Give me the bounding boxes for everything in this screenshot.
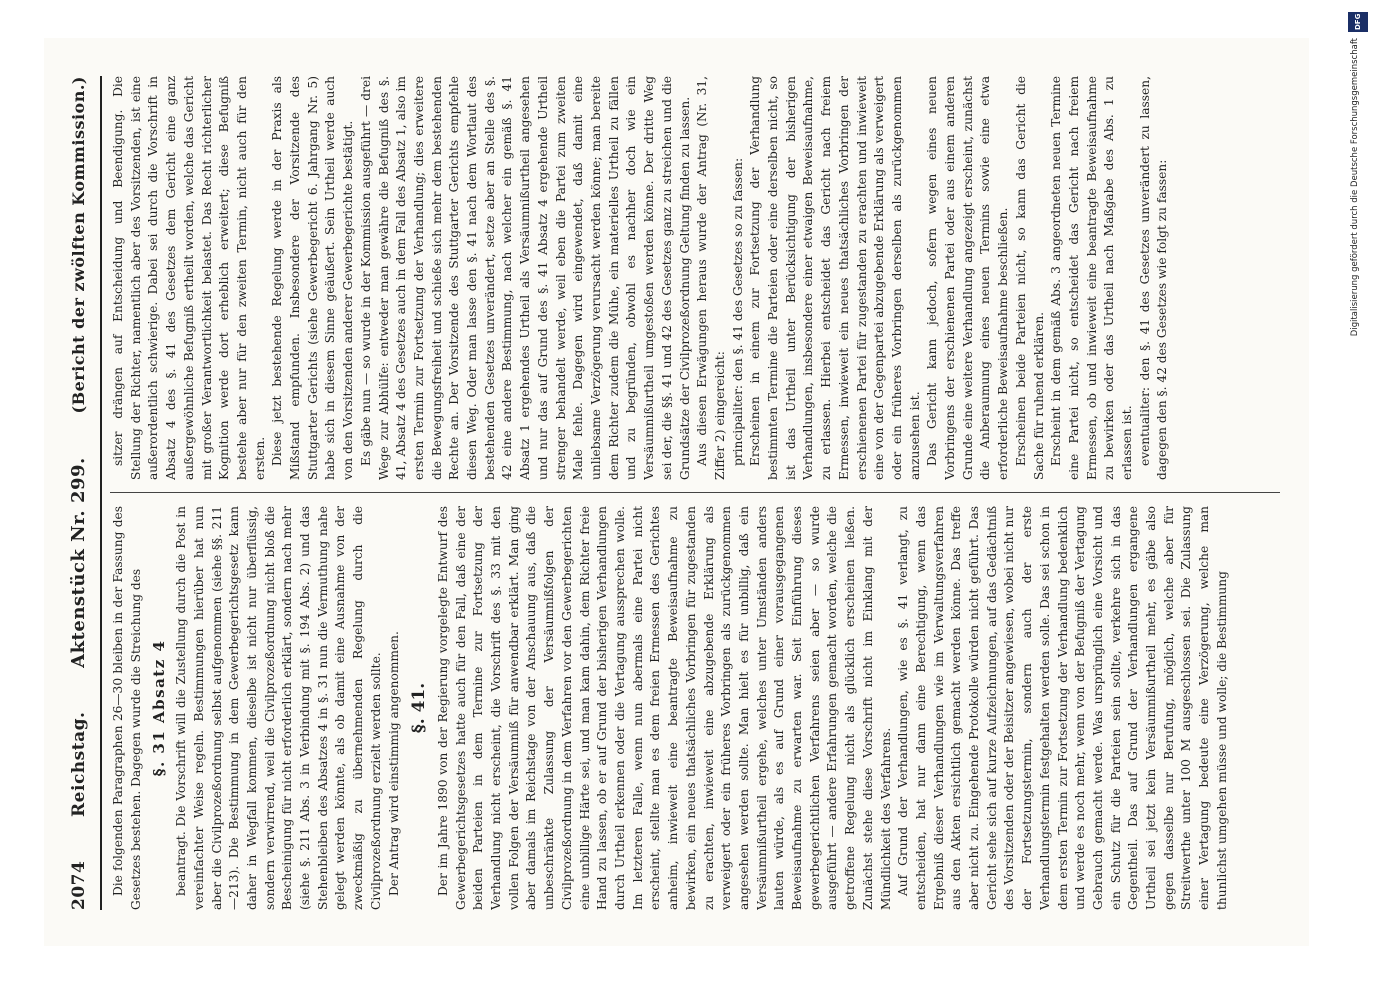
paragraph: sitzer drängen auf Entscheidung und Beendigung. Die Stellung der Richter, namentlich aber des Vorsitzenden, ist eine außerordentlich schwierige. Dabei sei durch die Vorschrift in Absatz 4 des §. 41 des Gesetzes dem Gericht eine ganz außergewöhnliche Befugniß ertheilt worden, welche das Gericht mit großer Verantwortlichkeit belastet. Das Recht richterlicher Kognition werde dort erheblich erweitert; diese Befugniß bestehe aber nur für den zweiten Termin, nicht auch für den ersten. <box>111 76 267 480</box>
paragraph: Die folgenden Paragraphen 26—30 bleiben in der Fassung des Gesetzes bestehen. Dagegen wurde die Streichung des <box>111 506 143 910</box>
paragraph: eventualiter: den §. 41 des Gesetzes unverändert zu lassen, dagegen den §. 42 des Gesetzes wie folgt zu fassen: <box>1137 76 1170 480</box>
paragraph: Auf Grund der Verhandlungen, wie es §. 41 verlangt, zu entscheiden, hat nur dann eine Berechtigung, wenn das Ergebniß dieser Verhandlungen wie im Verwaltungsverfahren aus den Akten ersichtlich gemacht werden könne. Das treffe aber nicht zu. Eingehende Protokolle würden nicht geführt. Das Gericht sehe sich auf kurze Aufzeichnungen, auf das Gedächtniß des Vorsitzenden oder der Beisitzer angewiesen, wobei nicht nur der Fortsetzungstermin, sondern auch der erste Verhandlungstermin festgehalten werden solle. Das sei schon in dem ersten Termin zur Fortsetzung der Verhandlung bedenklich und werde es noch mehr, wenn von der Befugniß der Vertagung Gebrauch gemacht werde. Was ursprünglich eine Vorsicht und ein Schutz für die Parteien sein sollte, verkehre sich in das Gegentheil. Das auf Grund der Verhandlungen ergangene Urtheil sei jetzt kein Versäumnißurtheil mehr, es gäbe also gegen dasselbe nur Berufung, möglich, welche aber für Streitwerthe unter 100 M ausgeschlossen sei. Die Zulassung einer Vertagung bedeute eine Verzögerung, welche man thunlichst umgehen müsse und wolle; die Bestimmung <box>896 506 1229 910</box>
paragraph: Erscheint in dem gemäß Abs. 3 angeordneten neuen Termine eine Partei nicht, so entscheidet das Gericht nach freiem Ermessen, ob und inwieweit eine beantragte Beweisaufnahme zu bewirken oder das Urtheil nach Maßgabe des Abs. 1 zu erlassen ist. <box>1049 76 1135 480</box>
page-content <box>44 38 1309 946</box>
paragraph: Das Gericht kann jedoch, sofern wegen eines neuen Vorbringens der erschienenen Partei oder aus einem anderen Grunde eine weitere Verhandlung angezeigt erscheint, zunächst die Anberaumung eines neuen Termins sowie eine etwa erforderliche Beweisaufnahme beschließen. <box>925 76 1011 480</box>
paragraph: Es gäbe nun — so wurde in der Kommission ausgeführt — drei Wege zur Abhülfe: entweder man gewähre die Befugniß des §. 41, Absatz 4 des Gesetzes auch in dem Fall des Absatz 1, also im ersten Termin zur Fortsetzung der Verhandlung; dies erweitere die Bewegungsfreiheit und schieße sich mehr dem bestehenden Rechte an. Der Vorsitzende des Stuttgarter Gerichts empfehle diesen Weg. Oder man lasse den §. 41 nach dem Wortlaut des bestehenden Gesetzes unverändert, setze aber an Stelle des §. 42 eine andere Bestimmung, nach welcher ein gemäß §. 41 Absatz 1 ergehendes Urtheil als Versäumnißurtheil angesehen und nur das auf Grund des §. 41 Absatz 4 ergehende Urtheil strenger behandelt werde, weil eben die Partei zum zweiten Male fehle. Dagegen wird eingewendet, daß damit eine unliebsame Verzögerung verursacht werden könne; man bereite dem Richter zudem die Mühe, ein materielles Urtheil zu fällen und zu begründen, obwohl es nachher doch wie ein Versäumnißurtheil umgestoßen werden könne. Der dritte Weg sei der, die §§. 41 und 42 des Gesetzes ganz zu streichen und die Grundsätze der Civilprozeßordnung Geltung finden zu lassen. <box>358 76 692 480</box>
scanned-page <box>44 38 1309 946</box>
paragraph: beantragt. Die Vorschrift will die Zustellung durch die Post in vereinfachter Weise regeln. Bestimmungen hierüber hat nun aber die Civilprozeßordnung selbst aufgenommen (siehe §§. 211—213). Die Bestimmung in dem Gewerbegerichtsgesetz kann daher in Wegfall kommen, dieselbe ist nicht nur überflüssig, sondern verwirrend, weil die Civilprozeßordnung nicht bloß die Bescheinigung für nicht erforderlich erklärt, sondern nach mehr (siehe §. 211 Abs. 3 in Verbindung mit §. 194 Abs. 2) und das Stehenbleiben des Absatzes 4 in §. 31 nun die Vermuthung nahe gelegt werden könnte, als ob damit eine Ausnahme von der zweckmäßig zu übernehmenden Regelung durch die Civilprozeßordnung erzielt werden sollte. <box>174 506 383 910</box>
paragraph: Der im Jahre 1890 von der Regierung vorgelegte Entwurf des Gewerbegerichtsgesetzes hatte auch für den Fall, daß eine der beiden Parteien in dem Termine zur Fortsetzung der Verhandlung nicht erscheint, die Vorschrift des §. 33 mit den vollen Folgen der Versäumniß für anwendbar erklärt. Man ging aber damals im Reichstage von der Anschauung aus, daß die unbeschränkte Zulassung der Versäumnißfolgen der Civilprozeßordnung in dem Verfahren vor den Gewerbegerichten eine unbillige Härte sei, und man kam dahin, dem Richter freie Hand zu lassen, ob er auf Grund der bisherigen Verhandlungen durch Urtheil erkennen oder die Vertagung aussprechen wolle. Im letzteren Falle, wenn nun abermals eine Partei nicht erscheint, stellte man es dem freien Ermessen des Gerichtes anheim, inwieweit eine beantragte Beweisaufnahme zu bewirken, ein neues thatsächliches Vorbringen für zugestanden zu erachten, inwieweit eine abzugebende Erklärung als verweigert oder ein früheres Vorbringen als zurückgenommen angesehen werden sollte. Man hielt es für unbillig, daß ein Versäumnißurtheil ergehe, welches unter Umständen anders lauten würde, als es auf Grund einer vorausgegangenen Beweisaufnahme zu erwarten war. Seit Einführung dieses gewerbegerichtlichen Verfahrens seien aber — so wurde ausgeführt — andere Erfahrungen gemacht worden, welche die getroffene Regelung nicht als glücklich erscheinen ließen. Zunächst stehe diese Vorschrift nicht im Einklang mit der Mündlichkeit des Verfahrens. <box>435 506 893 910</box>
left-column <box>110 506 1280 910</box>
paragraph: Diese jetzt bestehende Regelung werde in der Praxis als Mißstand empfunden. Insbesondere der Vorsitzende des Stuttgarter Gerichts (siehe Gewerbegericht 6. Jahrgang Nr. 5) habe sich in diesem Sinne geäußert. Sein Urtheil werde auch von den Vorsitzenden anderer Gewerbegerichte bestätigt. <box>270 76 356 480</box>
column-divider <box>110 492 1280 493</box>
paragraph: Erscheinen beide Parteien nicht, so kann das Gericht die Sache für ruhend erklären. <box>1013 76 1046 480</box>
header-left-title: Reichstag. <box>69 711 89 817</box>
paragraph: Erscheinen in einem zur Fortsetzung der Verhandlung bestimmten Termine die Parteien oder eine derselben nicht, so ist das Urtheil unter Berücksichtigung der bisherigen Verhandlungen, insbesondere einer etwaigen Beweisaufnahme, zu erlassen. Hierbei entscheidet das Gericht nach freiem Ermessen, inwieweit ein neues thatsächliches Vorbringen der erschienenen Partei für zugestanden zu erachten und inwieweit eine von der Gegenpartei abzugebende Erklärung als verweigert oder ein früheres Vorbringen derselben als zurückgenommen anzusehen ist. <box>748 76 922 480</box>
text-columns <box>110 76 1280 910</box>
paragraph: principaliter: den §. 41 des Gesetzes so zu fassen: <box>730 157 745 466</box>
header-rule <box>100 76 102 910</box>
right-column <box>110 76 1280 480</box>
paragraph: Der Antrag wird einstimmig angenommen. <box>386 631 401 896</box>
page-header <box>68 76 98 910</box>
page-number: 2074 <box>69 860 89 910</box>
digitization-sidebar <box>1347 12 1369 812</box>
header-right-title: (Bericht der zwölften Kommission.) <box>69 76 88 414</box>
header-center-title: Aktenstück Nr. 299. <box>68 457 89 668</box>
dfg-logo: DFG <box>1348 12 1368 32</box>
section-heading: §. 41. <box>409 682 430 734</box>
digitization-credit: Digitalisierung gefördert durch die Deutsche Forschungsgemeinschaft <box>1350 38 1360 337</box>
paragraph: Aus diesen Erwägungen heraus wurde der Antrag (Nr. 31, Ziffer 2) eingereicht: <box>695 76 727 480</box>
section-heading: §. 31 Absatz 4 <box>150 639 169 777</box>
